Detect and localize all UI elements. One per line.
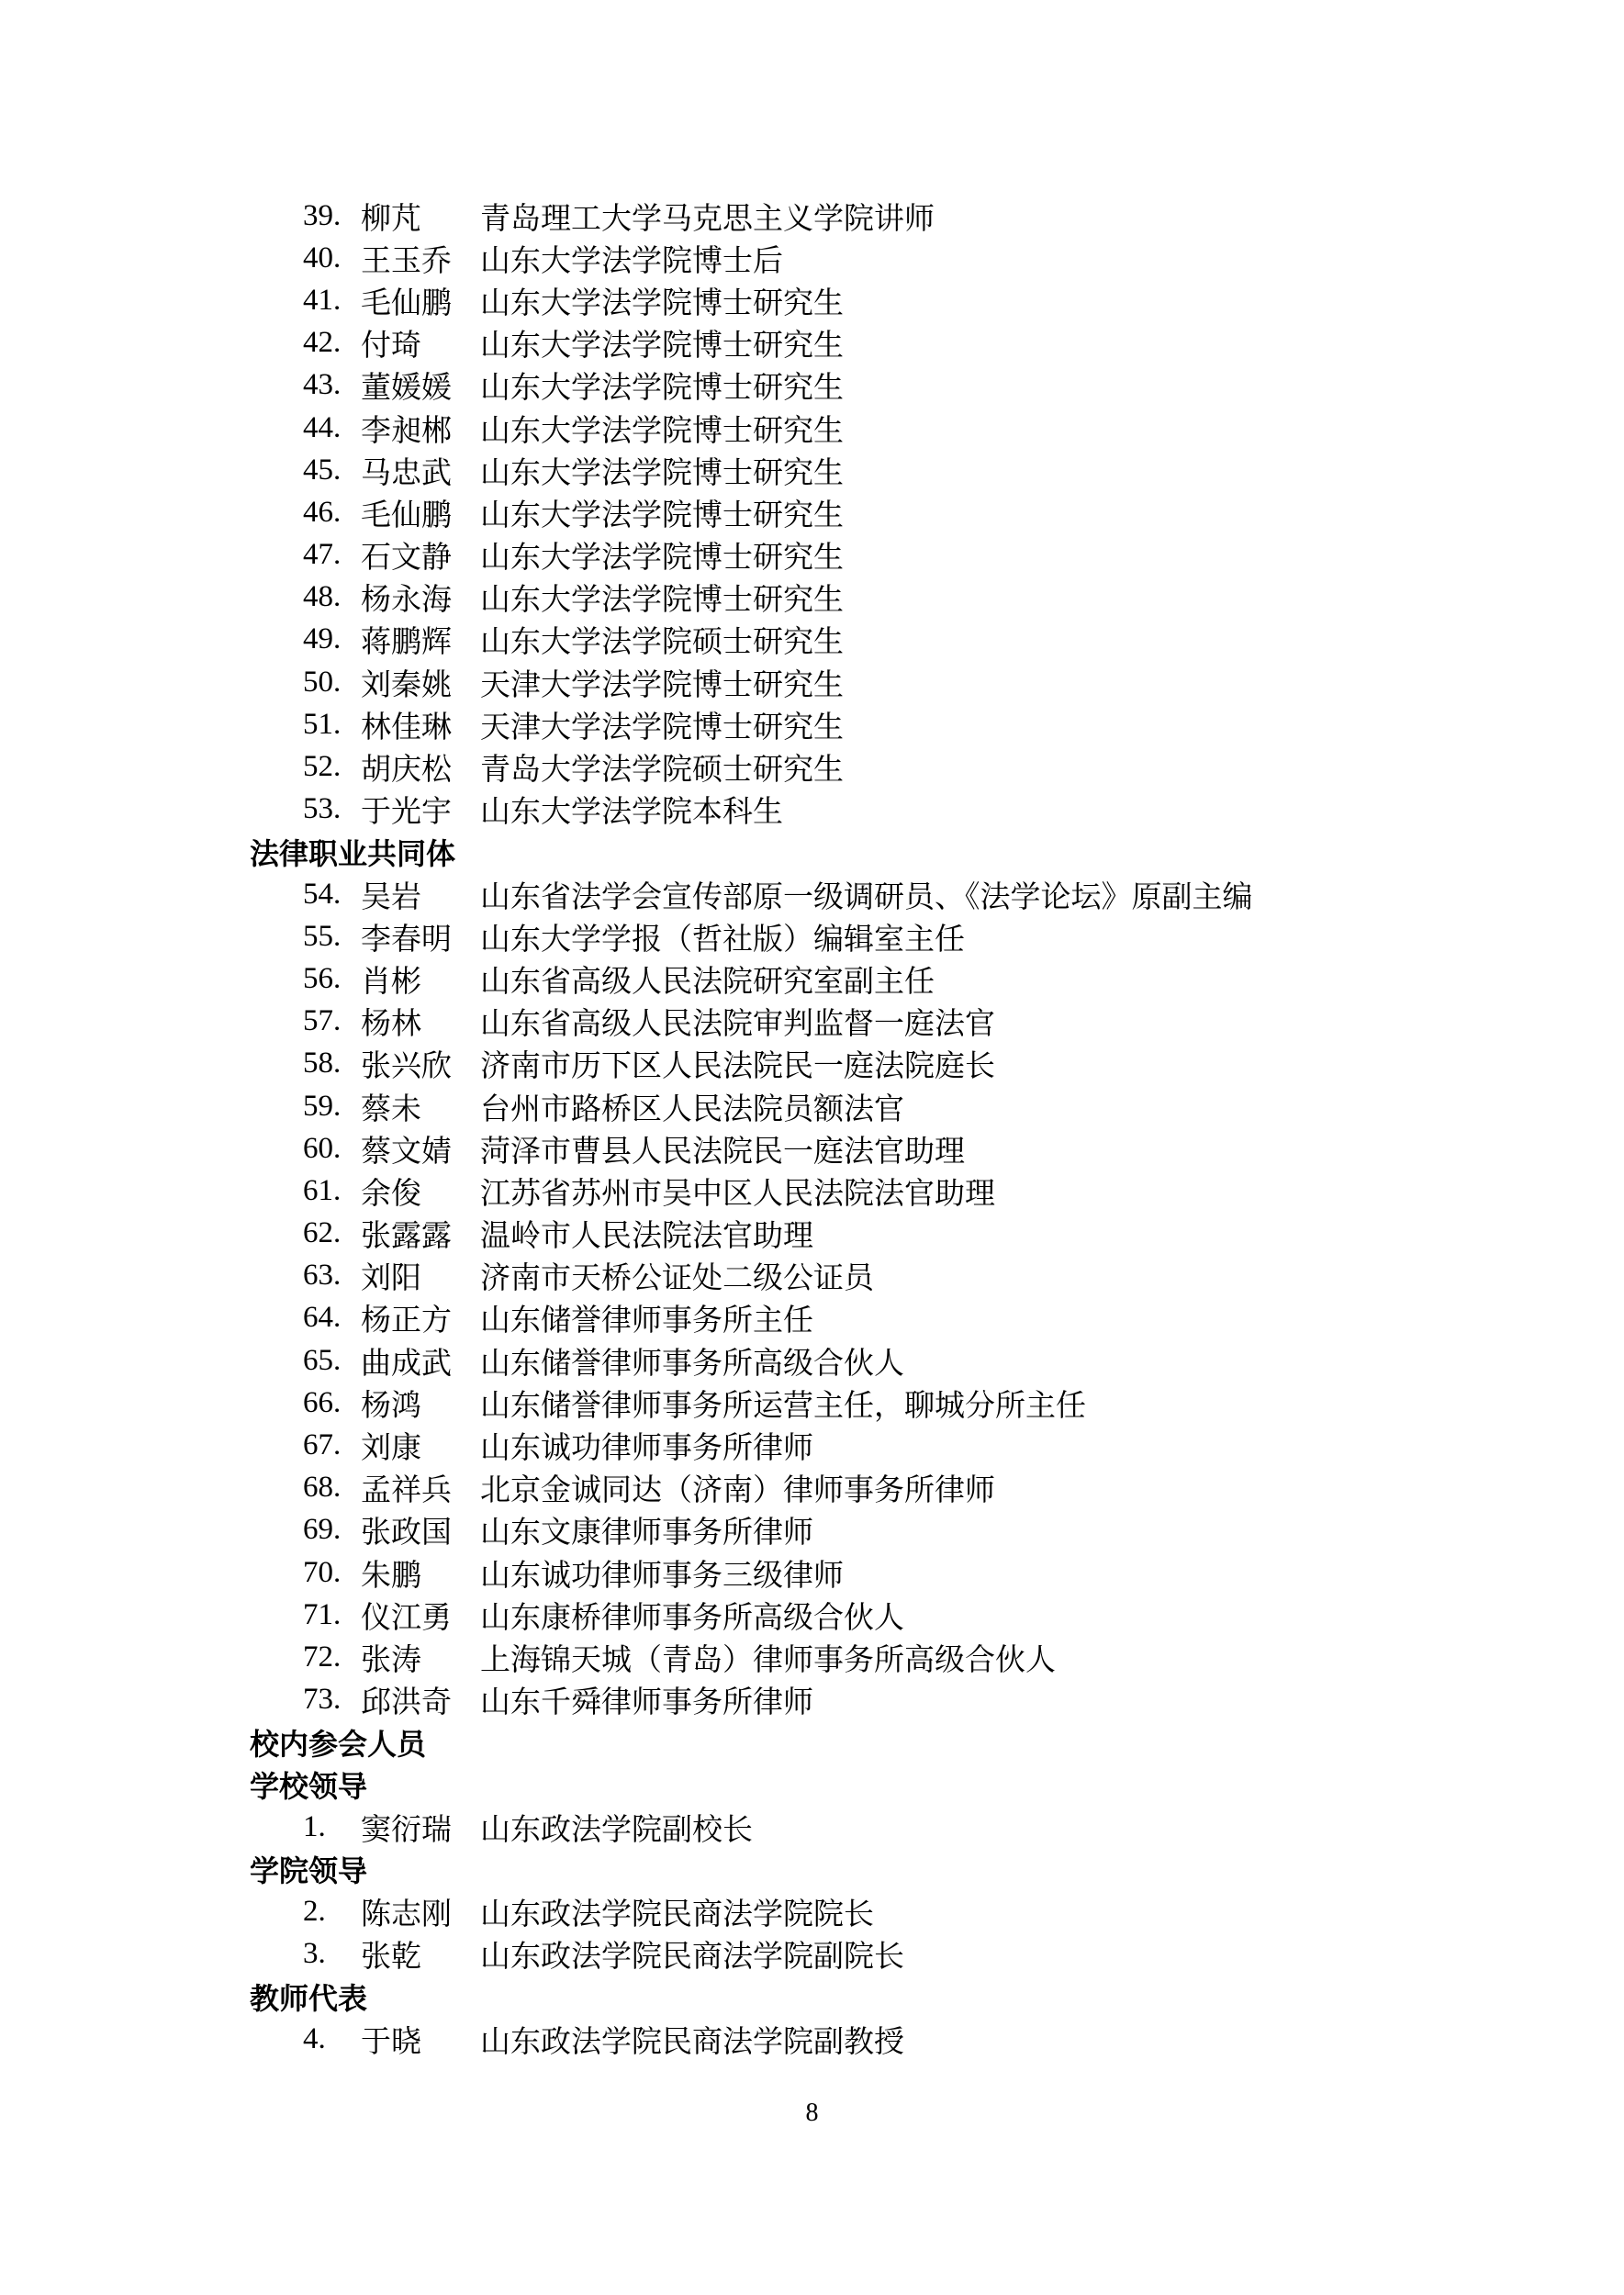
list-item: [0, 1043, 1624, 1085]
item-name: 吴岩: [361, 880, 421, 914]
item-number: 54.: [303, 877, 342, 911]
item-number: 61.: [303, 1173, 342, 1207]
item-affiliation: 济南市历下区人民法院民一庭法院庭长: [480, 1050, 995, 1084]
section-header-text: 校内参会人员: [250, 1727, 427, 1761]
list-item: [0, 1382, 1624, 1424]
item-name: 蔡文婧: [361, 1135, 452, 1169]
list-item: [0, 322, 1624, 364]
item-affiliation: 山东大学法学院硕士研究生: [480, 626, 844, 660]
section-header-text: 学校领导: [250, 1770, 368, 1804]
item-affiliation: 山东储誉律师事务所主任: [480, 1304, 813, 1338]
item-number: 40.: [303, 241, 342, 274]
item-number: 60.: [303, 1131, 342, 1165]
item-affiliation: 青岛大学法学院硕士研究生: [480, 754, 844, 788]
participant-list: [0, 195, 1624, 2060]
item-name: 仪江勇: [361, 1601, 452, 1635]
item-name: 孟祥兵: [361, 1474, 452, 1508]
item-name: 付琦: [361, 330, 421, 364]
list-item: [0, 619, 1624, 661]
page-number: 8: [805, 2099, 819, 2127]
list-item: [0, 1636, 1624, 1678]
item-number: 71.: [303, 1597, 342, 1631]
item-number: 67.: [303, 1428, 342, 1462]
item-name: 张乾: [361, 1941, 421, 1975]
item-name: 杨永海: [361, 584, 452, 618]
list-item: [0, 915, 1624, 957]
item-affiliation: 山东储誉律师事务所运营主任，聊城分所主任: [480, 1389, 1086, 1423]
item-number: 44.: [303, 410, 342, 444]
item-affiliation: 山东大学法学院博士后: [480, 244, 783, 278]
list-item: [0, 279, 1624, 321]
list-item: [0, 1679, 1624, 1721]
item-affiliation: 菏泽市曹县人民法院民一庭法官助理: [480, 1135, 965, 1169]
item-name: 杨林: [361, 1008, 421, 1042]
item-number: 64.: [303, 1301, 342, 1335]
item-name: 肖彬: [361, 965, 421, 999]
list-item: [0, 873, 1624, 915]
item-affiliation: 台州市路桥区人民法院员额法官: [480, 1092, 904, 1126]
item-name: 张政国: [361, 1517, 452, 1551]
list-item: [0, 1806, 1624, 1848]
item-number: 2.: [303, 1895, 326, 1929]
item-number: 66.: [303, 1385, 342, 1419]
item-affiliation: 山东大学法学院博士研究生: [480, 286, 844, 320]
list-item: [0, 789, 1624, 831]
item-number: 1.: [303, 1809, 326, 1843]
list-item: [0, 1424, 1624, 1466]
item-number: 45.: [303, 453, 342, 487]
item-affiliation: 天津大学法学院博士研究生: [480, 711, 844, 744]
item-number: 3.: [303, 1937, 326, 1971]
list-item: [0, 703, 1624, 745]
item-affiliation: 温岭市人民法院法官助理: [480, 1220, 813, 1254]
item-affiliation: 山东大学法学院本科生: [480, 796, 783, 830]
item-name: 胡庆松: [361, 754, 452, 788]
item-number: 53.: [303, 792, 342, 826]
section-header: [0, 1976, 1624, 2018]
list-item: [0, 1213, 1624, 1255]
item-number: 52.: [303, 750, 342, 784]
item-number: 73.: [303, 1683, 342, 1717]
section-header: [0, 1721, 1624, 1763]
item-number: 46.: [303, 495, 342, 529]
item-number: 69.: [303, 1513, 342, 1547]
list-item: [0, 1255, 1624, 1297]
list-item: [0, 449, 1624, 491]
item-name: 邱洪奇: [361, 1686, 452, 1720]
list-item: [0, 364, 1624, 407]
item-affiliation: 山东大学法学院博士研究生: [480, 498, 844, 532]
item-name: 朱鹏: [361, 1559, 421, 1593]
item-name: 杨鸿: [361, 1389, 421, 1423]
list-item: [0, 1551, 1624, 1594]
list-item: [0, 237, 1624, 279]
item-affiliation: 山东千舜律师事务所律师: [480, 1686, 813, 1720]
list-item: [0, 1891, 1624, 1933]
item-number: 43.: [303, 368, 342, 402]
item-affiliation: 山东大学法学院博士研究生: [480, 330, 844, 364]
item-number: 56.: [303, 961, 342, 995]
item-name: 刘阳: [361, 1262, 421, 1296]
list-item: [0, 1339, 1624, 1382]
item-name: 蔡未: [361, 1092, 421, 1126]
item-affiliation: 山东大学法学院博士研究生: [480, 372, 844, 406]
item-affiliation: 天津大学法学院博士研究生: [480, 668, 844, 702]
item-affiliation: 山东政法学院民商法学院副院长: [480, 1941, 904, 1975]
item-number: 48.: [303, 580, 342, 614]
item-name: 李春明: [361, 923, 452, 957]
item-number: 55.: [303, 919, 342, 953]
item-affiliation: 江苏省苏州市吴中区人民法院法官助理: [480, 1177, 995, 1211]
list-item: [0, 1170, 1624, 1212]
item-name: 李昶郴: [361, 414, 452, 448]
item-affiliation: 北京金诚同达（济南）律师事务所律师: [480, 1474, 995, 1508]
item-name: 王玉乔: [361, 244, 452, 278]
list-item: [0, 1594, 1624, 1636]
list-item: [0, 1085, 1624, 1127]
item-name: 杨正方: [361, 1304, 452, 1338]
item-name: 石文静: [361, 542, 452, 576]
item-affiliation: 山东储誉律师事务所高级合伙人: [480, 1347, 904, 1381]
item-affiliation: 山东文康律师事务所律师: [480, 1517, 813, 1551]
item-affiliation: 济南市天桥公证处二级公证员: [480, 1262, 874, 1296]
list-item: [0, 1467, 1624, 1509]
item-name: 刘秦姚: [361, 668, 452, 702]
item-affiliation: 山东省法学会宣传部原一级调研员、《法学论坛》原副主编: [480, 880, 1253, 914]
item-number: 72.: [303, 1640, 342, 1674]
item-number: 47.: [303, 538, 342, 572]
item-name: 张兴欣: [361, 1050, 452, 1084]
section-header: [0, 831, 1624, 873]
item-affiliation: 山东大学法学院博士研究生: [480, 542, 844, 576]
item-name: 余俊: [361, 1177, 421, 1211]
item-name: 张涛: [361, 1643, 421, 1677]
item-number: 51.: [303, 707, 342, 741]
section-header: [0, 1763, 1624, 1806]
item-number: 4.: [303, 2021, 326, 2055]
list-item: [0, 957, 1624, 1000]
item-name: 窦衍瑞: [361, 1813, 452, 1847]
section-header-text: 教师代表: [250, 1981, 368, 2015]
item-number: 49.: [303, 622, 342, 656]
item-number: 57.: [303, 1004, 342, 1038]
section-header-text: 法律职业共同体: [250, 836, 456, 870]
item-affiliation: 山东大学学报（哲社版）编辑室主任: [480, 923, 965, 957]
item-name: 曲成武: [361, 1347, 452, 1381]
list-item: [0, 1127, 1624, 1170]
list-item: [0, 1509, 1624, 1551]
item-name: 林佳琳: [361, 711, 452, 744]
list-item: [0, 407, 1624, 449]
item-affiliation: 山东大学法学院博士研究生: [480, 456, 844, 490]
list-item: [0, 1297, 1624, 1339]
item-affiliation: 山东政法学院民商法学院副教授: [480, 2025, 904, 2059]
list-item: [0, 577, 1624, 619]
item-name: 刘康: [361, 1432, 421, 1466]
item-number: 68.: [303, 1471, 342, 1505]
item-name: 陈志刚: [361, 1898, 452, 1932]
item-number: 41.: [303, 283, 342, 317]
item-number: 59.: [303, 1089, 342, 1123]
item-affiliation: 山东诚功律师事务所律师: [480, 1432, 813, 1466]
item-number: 62.: [303, 1216, 342, 1250]
list-item: [0, 2018, 1624, 2060]
item-affiliation: 山东政法学院民商法学院院长: [480, 1898, 874, 1932]
item-name: 蒋鹏辉: [361, 626, 452, 660]
item-number: 42.: [303, 326, 342, 360]
list-item: [0, 745, 1624, 788]
item-name: 马忠武: [361, 456, 452, 490]
section-header: [0, 1848, 1624, 1890]
item-number: 65.: [303, 1343, 342, 1377]
item-name: 张露露: [361, 1220, 452, 1254]
section-header-text: 学院领导: [250, 1854, 368, 1888]
item-name: 于光宇: [361, 796, 452, 830]
item-affiliation: 山东省高级人民法院审判监督一庭法官: [480, 1008, 995, 1042]
item-name: 毛仙鹏: [361, 498, 452, 532]
item-affiliation: 上海锦天城（青岛）律师事务所高级合伙人: [480, 1643, 1056, 1677]
item-number: 50.: [303, 665, 342, 699]
item-name: 于晓: [361, 2025, 421, 2059]
item-number: 63.: [303, 1259, 342, 1293]
item-affiliation: 山东省高级人民法院研究室副主任: [480, 965, 935, 999]
item-name: 董媛媛: [361, 372, 452, 406]
list-item: [0, 661, 1624, 703]
item-name: 柳芃: [361, 202, 421, 236]
item-affiliation: 山东大学法学院博士研究生: [480, 584, 844, 618]
item-number: 70.: [303, 1555, 342, 1589]
list-item: [0, 491, 1624, 533]
item-affiliation: 山东政法学院副校长: [480, 1813, 753, 1847]
list-item: [0, 1001, 1624, 1043]
item-number: 58.: [303, 1047, 342, 1080]
list-item: [0, 1933, 1624, 1976]
item-number: 39.: [303, 198, 342, 232]
item-affiliation: 山东大学法学院博士研究生: [480, 414, 844, 448]
item-affiliation: 青岛理工大学马克思主义学院讲师: [480, 202, 935, 236]
list-item: [0, 195, 1624, 237]
item-affiliation: 山东康桥律师事务所高级合伙人: [480, 1601, 904, 1635]
item-name: 毛仙鹏: [361, 286, 452, 320]
list-item: [0, 534, 1624, 577]
item-affiliation: 山东诚功律师事务三级律师: [480, 1559, 844, 1593]
